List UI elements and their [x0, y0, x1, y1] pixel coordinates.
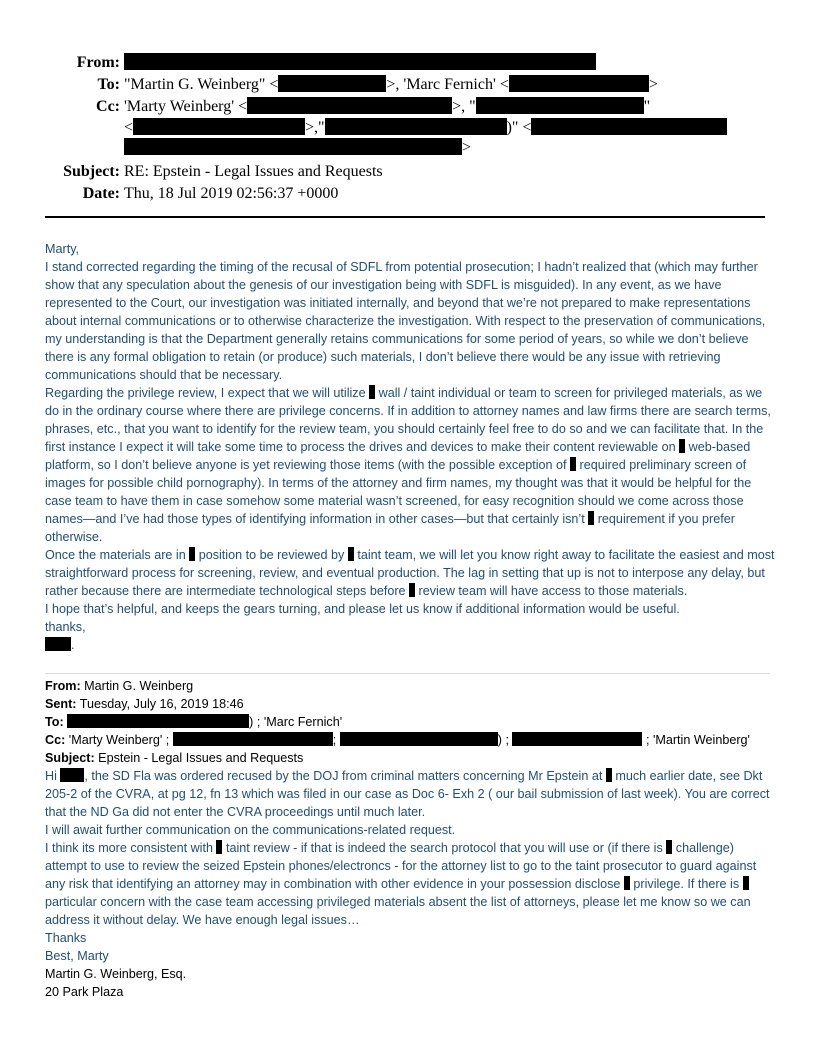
paragraph: Regarding the privilege review, I expect that we will utilize wall / taint individual or team to screen for privileged materials, as we do in the ordinary course where there are privilege concerns. If in addition to attorney names and law firms there are search terms, phrases, etc., that you want to identify for the review team, you should certainly feel free to do so and we can facilitate that. In the first instance I expect it will take some time to process the drives and devices to make their content reviewable on web-based platform, so I don’t believe anyone is yet reviewing those items (with the possible exception of required preliminary screen of images for possible child pornography). In terms of the attorney and firm names, my thought was that it would be helpful for the case team to have them in case somehow some material wasn’t screened, for easy recognition should we come across those names—and I’ve had those types of identifying information in other cases—but that certainly isn’t requirement if you prefer otherwise.	[45, 386, 771, 544]
redaction-block	[340, 732, 498, 746]
redaction-block	[509, 75, 649, 92]
redaction-block	[325, 118, 507, 135]
redaction-block	[60, 768, 84, 782]
redaction-block	[278, 75, 386, 92]
message-separator	[45, 673, 770, 674]
date-label: Date:	[82, 185, 120, 202]
cc-end: >	[462, 139, 472, 156]
subject-row	[0, 161, 816, 183]
to-separator: >, 'Marc Fernich' <	[386, 76, 509, 93]
to-name: "Martin G. Weinberg" <	[124, 76, 279, 93]
reply-body	[45, 240, 775, 654]
to-row	[0, 74, 816, 96]
cc-row-continued	[0, 138, 816, 158]
subject-label: Subject:	[63, 163, 120, 180]
cc-row	[0, 96, 816, 118]
redaction-block	[133, 118, 305, 135]
quoted-sent: Sent: Tuesday, July 16, 2019 18:46	[45, 697, 244, 711]
redaction-block	[173, 732, 333, 746]
to-label: To:	[97, 76, 120, 93]
redaction-block	[124, 138, 462, 155]
redaction-block	[476, 97, 644, 114]
paragraph: Hi , the SD Fla was ordered recused by the DOJ from criminal matters concerning Mr Epstein at much earlier date, see Dkt 205-2 of the CVRA, at pg 12, fn 13 which was filed in our case as Doc 6- Exh 2 ( our bail submission of last week). You are correct that the ND Ga did not enter the CVRA proceedings until much later.	[45, 769, 770, 819]
signature-address: 20 Park Plaza	[45, 985, 124, 999]
date-row	[0, 183, 816, 205]
sign-off: Thanks	[45, 931, 87, 945]
from-label: From:	[76, 54, 120, 71]
cc-separator: >, "	[452, 98, 476, 115]
quoted-cc: Cc: 'Marty Weinberg' ; ; ) ; ; 'Martin Weinberg'	[45, 733, 750, 747]
paragraph: I will await further communication on the communications-related request.	[45, 823, 456, 837]
cc-lt: <	[124, 119, 134, 136]
redaction-block	[247, 97, 452, 114]
redaction-block	[512, 732, 642, 746]
paragraph: I hope that’s helpful, and keeps the gears turning, and please let us know if additional information would be useful.	[45, 602, 680, 616]
quoted-subject: Subject: Epstein - Legal Issues and Requests	[45, 751, 304, 765]
redaction-block	[124, 53, 596, 70]
cc-separator: >,"	[305, 119, 325, 136]
email-header	[0, 52, 816, 205]
to-end: >	[648, 76, 658, 93]
cc-name: 'Marty Weinberg' <	[124, 98, 248, 115]
signature: .	[45, 636, 775, 654]
redaction-block	[743, 876, 749, 890]
subject-value: RE: Epstein - Legal Issues and Requests	[124, 163, 383, 180]
quoted-to: To: ) ; 'Marc Fernich'	[45, 715, 343, 729]
sign-off: Best, Marty	[45, 949, 109, 963]
quoted-from: From: Martin G. Weinberg	[45, 679, 194, 693]
cc-quote: "	[643, 98, 651, 115]
date-value: Thu, 18 Jul 2019 02:56:37 +0000	[124, 185, 339, 202]
greeting: Marty,	[45, 242, 80, 256]
paragraph: I think its more consistent with taint review - if that is indeed the search protocol that you will use or (if there is challenge) attempt to use to review the seized Epstein phones/electroncs - for the attorney list to go to the taint prosecutor to guard against any risk that identifying an attorney may in combination with other evidence in your possession disclose privilege. If there is particular concern with the case team accessing privileged materials absent the list of attorneys, please let me know so we can address it without delay. We have enough legal issues…	[45, 841, 757, 927]
cc-row-continued	[0, 118, 816, 138]
cc-separator: )" <	[506, 119, 532, 136]
redaction-block	[531, 118, 727, 135]
redaction-block	[67, 714, 249, 728]
quoted-message	[45, 677, 775, 1001]
redaction-block	[45, 637, 71, 651]
header-divider	[45, 216, 765, 218]
paragraph: Once the materials are in position to be reviewed by taint team, we will let you know right away to facilitate the easiest and most straightforward process for screening, review, and eventual production. The lag in setting that up is not to interpose any delay, but rather because there are intermediate technological steps before review team will have access to those materials.	[45, 548, 775, 598]
cc-label: Cc:	[96, 98, 120, 115]
paragraph: I stand corrected regarding the timing of the recusal of SDFL from potential prosecution; I hadn’t realized that (which may further show that any speculation about the genesis of our investigation being with SDFL is misguided). In any event, as we have represented to the Court, our investigation was initiated internally, and beyond that we’re not prepared to make representations about internal communications or to otherwise characterize the investigation. With respect to the preservation of communications, my understanding is that the Department generally retains communications for some period of years, so while we don’t believe there is any formal obligation to retain (or produce) such materials, I don’t believe there would be any issue with retrieving communications should that be necessary.	[45, 260, 766, 382]
from-row	[0, 52, 816, 74]
signature-name: Martin G. Weinberg, Esq.	[45, 967, 187, 981]
sign-off: thanks,	[45, 620, 86, 634]
